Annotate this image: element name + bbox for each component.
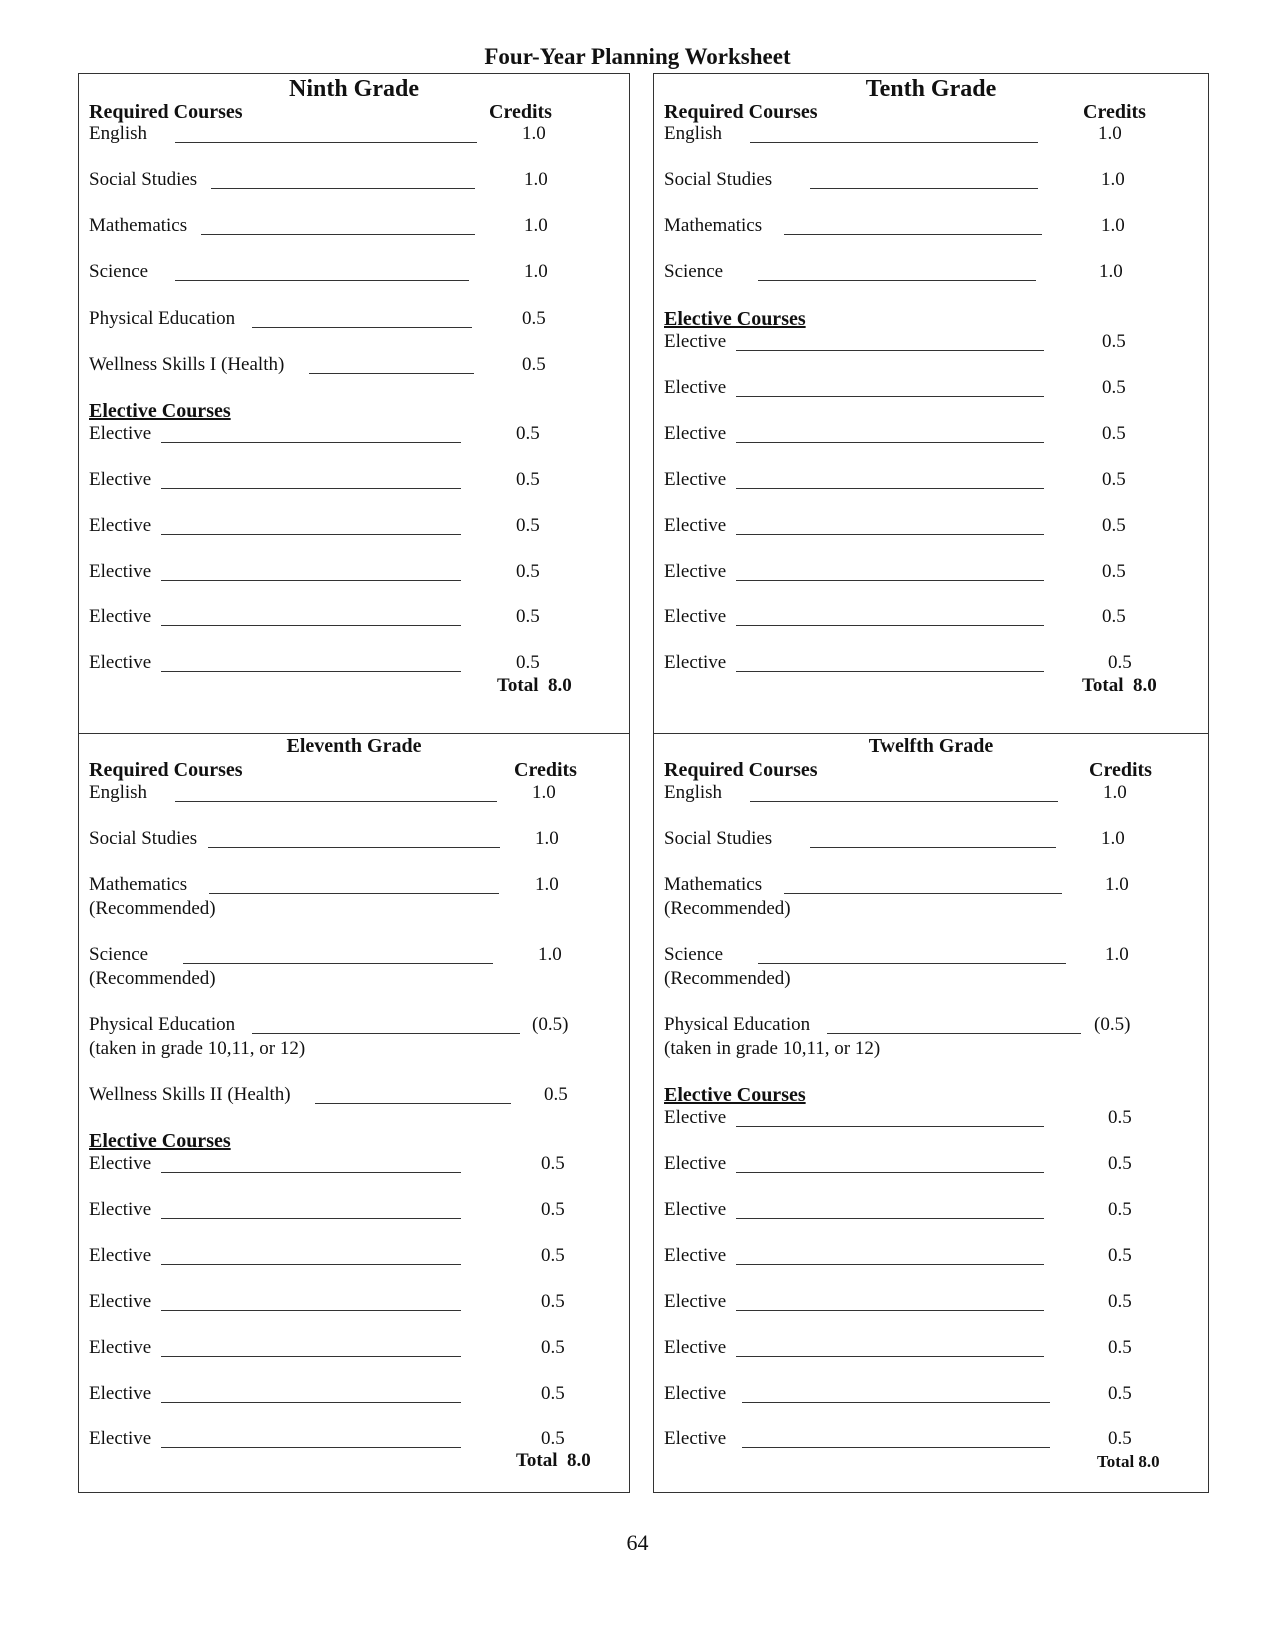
elective-row (89, 468, 619, 492)
course-label: English (664, 123, 723, 144)
course-row-mathematics (664, 214, 1198, 238)
elective-label: Elective (664, 1291, 727, 1312)
course-entry-line[interactable] (211, 188, 475, 189)
course-entry-line[interactable] (208, 847, 500, 848)
course-label: Social Studies (89, 169, 198, 190)
elective-label: Elective (89, 1383, 152, 1404)
elective-row (664, 1152, 1198, 1176)
course-label: Physical Education (664, 1014, 811, 1035)
course-entry-line[interactable] (736, 350, 1044, 351)
course-row-physical-education (664, 1013, 1198, 1059)
credit-value: 1.0 (1101, 828, 1125, 849)
credit-value: (0.5) (532, 1014, 569, 1035)
course-label: Physical Education (89, 1014, 236, 1035)
elective-courses-header: Elective Courses (89, 1130, 231, 1152)
elective-row (664, 651, 1198, 675)
credit-value: 0.5 (1108, 1383, 1132, 1404)
course-entry-line[interactable] (784, 234, 1042, 235)
credit-value: 0.5 (516, 515, 540, 536)
credit-value: 0.5 (541, 1337, 565, 1358)
grade-total (497, 675, 572, 697)
credit-value: 0.5 (544, 1084, 568, 1105)
elective-row (664, 1290, 1198, 1314)
total-value: 8.0 (548, 675, 572, 696)
elective-label: Elective (664, 423, 727, 444)
course-row-social-studies (664, 827, 1198, 851)
course-label: Science (89, 261, 149, 282)
column-header (89, 100, 619, 124)
course-entry-line[interactable] (742, 1402, 1050, 1403)
grade-heading: Twelfth Grade (868, 735, 994, 757)
elective-row (664, 1106, 1198, 1130)
course-label: Physical Education (89, 308, 236, 329)
course-entry-line[interactable] (161, 534, 461, 535)
credit-value: 1.0 (524, 215, 548, 236)
credit-value: 0.5 (1102, 377, 1126, 398)
course-label: Mathematics (89, 215, 188, 236)
course-entry-line[interactable] (175, 142, 477, 143)
course-note: (taken in grade 10,11, or 12) (664, 1038, 881, 1059)
course-entry-line[interactable] (736, 396, 1044, 397)
elective-label: Elective (89, 606, 152, 627)
elective-row (664, 1382, 1198, 1406)
credit-value: 0.5 (1102, 515, 1126, 536)
course-label: English (89, 782, 148, 803)
elective-row (89, 560, 619, 584)
credits-header: Credits (514, 759, 577, 781)
elective-row (664, 468, 1198, 492)
course-entry-line[interactable] (736, 580, 1044, 581)
course-label: Mathematics (664, 874, 763, 895)
credit-value: 0.5 (541, 1245, 565, 1266)
elective-row (664, 560, 1198, 584)
elective-label: Elective (664, 1199, 727, 1220)
credit-value: 0.5 (1108, 652, 1132, 673)
course-entry-line[interactable] (161, 625, 461, 626)
required-courses-header: Required Courses (664, 101, 818, 123)
elective-label: Elective (89, 1245, 152, 1266)
elective-label: Elective (89, 1291, 152, 1312)
credit-value: 1.0 (1105, 944, 1129, 965)
course-label: Mathematics (664, 215, 763, 236)
course-entry-line[interactable] (742, 1447, 1050, 1448)
credit-value: 0.5 (541, 1383, 565, 1404)
elective-row (89, 422, 619, 446)
elective-label: Elective (664, 561, 727, 582)
elective-row (89, 1198, 619, 1222)
course-row-wellness (89, 1083, 619, 1107)
credit-value: 0.5 (1108, 1428, 1132, 1449)
course-row-english (89, 781, 619, 805)
elective-label: Elective (664, 469, 727, 490)
grade-total (1082, 675, 1157, 697)
course-entry-line[interactable] (161, 1264, 461, 1265)
credit-value: 0.5 (1102, 469, 1126, 490)
elective-label: Elective (89, 561, 152, 582)
elective-label: Elective (89, 1153, 152, 1174)
credit-value: (0.5) (1094, 1014, 1131, 1035)
credit-value: 1.0 (1098, 123, 1122, 144)
course-label: Social Studies (664, 169, 773, 190)
total-value: 8.0 (1138, 1452, 1160, 1471)
course-entry-line[interactable] (252, 327, 472, 328)
elective-row (664, 422, 1198, 446)
elective-label: Elective (89, 515, 152, 536)
elective-label: Elective (664, 1107, 727, 1128)
total-label: Total (1082, 675, 1124, 696)
course-row-science (89, 260, 619, 284)
course-entry-line[interactable] (736, 442, 1044, 443)
credit-value: 0.5 (1102, 606, 1126, 627)
course-entry-line[interactable] (161, 488, 461, 489)
elective-label: Elective (664, 331, 727, 352)
course-entry-line[interactable] (175, 280, 469, 281)
total-label: Total (516, 1450, 558, 1471)
credit-value: 0.5 (1108, 1245, 1132, 1266)
grade-heading: Ninth Grade (288, 76, 419, 102)
credit-value: 0.5 (1108, 1153, 1132, 1174)
credit-value: 0.5 (1102, 423, 1126, 444)
course-entry-line[interactable] (736, 1126, 1044, 1127)
total-value: 8.0 (567, 1450, 591, 1471)
elective-label: Elective (89, 1428, 152, 1449)
elective-label: Elective (664, 1383, 727, 1404)
course-entry-line[interactable] (750, 801, 1058, 802)
course-entry-line[interactable] (736, 1310, 1044, 1311)
elective-label: Elective (664, 1428, 727, 1449)
course-label: Mathematics (89, 874, 188, 895)
credits-header: Credits (489, 101, 552, 123)
course-entry-line[interactable] (161, 1447, 461, 1448)
elective-label: Elective (89, 1337, 152, 1358)
course-entry-line[interactable] (161, 580, 461, 581)
credit-value: 1.0 (532, 782, 556, 803)
credits-header: Credits (1089, 759, 1152, 781)
required-courses-header: Required Courses (664, 759, 818, 781)
elective-label: Elective (89, 469, 152, 490)
elective-row (89, 1336, 619, 1360)
course-row-science (664, 943, 1198, 989)
course-row-mathematics (89, 214, 619, 238)
grade-heading: Tenth Grade (865, 76, 997, 102)
elective-courses-header: Elective Courses (664, 308, 806, 330)
credit-value: 0.5 (1102, 331, 1126, 352)
column-header (89, 758, 619, 782)
course-entry-line[interactable] (161, 1310, 461, 1311)
elective-row (664, 514, 1198, 538)
course-entry-line[interactable] (183, 963, 493, 964)
grade-total (516, 1450, 591, 1472)
course-entry-line[interactable] (736, 534, 1044, 535)
credit-value: 1.0 (1101, 215, 1125, 236)
column-header (664, 758, 1198, 782)
course-entry-line[interactable] (758, 280, 1036, 281)
course-entry-line[interactable] (736, 1356, 1044, 1357)
elective-row (89, 1427, 619, 1451)
credit-value: 1.0 (524, 169, 548, 190)
elective-label: Elective (89, 1199, 152, 1220)
elective-row (664, 1427, 1198, 1451)
grade-total (1097, 1451, 1160, 1473)
elective-row (89, 1152, 619, 1176)
twelfth-grade-panel (653, 733, 1209, 1493)
course-note: (Recommended) (664, 968, 791, 989)
total-value: 8.0 (1133, 675, 1157, 696)
course-entry-line[interactable] (736, 1264, 1044, 1265)
elective-row (664, 376, 1198, 400)
elective-row (89, 605, 619, 629)
course-note: (taken in grade 10,11, or 12) (89, 1038, 306, 1059)
course-entry-line[interactable] (161, 671, 461, 672)
credit-value: 1.0 (538, 944, 562, 965)
course-entry-line[interactable] (161, 1218, 461, 1219)
elective-label: Elective (664, 377, 727, 398)
course-entry-line[interactable] (736, 671, 1044, 672)
credit-value: 1.0 (1101, 169, 1125, 190)
credit-value: 1.0 (522, 123, 546, 144)
credit-value: 0.5 (1108, 1291, 1132, 1312)
course-entry-line[interactable] (309, 373, 474, 374)
credit-value: 0.5 (541, 1428, 565, 1449)
course-note: (Recommended) (89, 898, 216, 919)
credit-value: 0.5 (516, 469, 540, 490)
course-entry-line[interactable] (758, 963, 1066, 964)
elective-row (89, 1290, 619, 1314)
credit-value: 0.5 (1102, 561, 1126, 582)
course-entry-line[interactable] (784, 893, 1062, 894)
credit-value: 0.5 (516, 561, 540, 582)
course-entry-line[interactable] (161, 1172, 461, 1173)
credit-value: 0.5 (1108, 1107, 1132, 1128)
elective-label: Elective (664, 515, 727, 536)
course-row-english (664, 781, 1198, 805)
credit-value: 0.5 (1108, 1199, 1132, 1220)
ninth-grade-panel (78, 73, 630, 734)
course-entry-line[interactable] (161, 442, 461, 443)
course-entry-line[interactable] (736, 1218, 1044, 1219)
credit-value: 1.0 (1103, 782, 1127, 803)
course-entry-line[interactable] (175, 801, 497, 802)
course-entry-line[interactable] (810, 188, 1038, 189)
elective-label: Elective (664, 606, 727, 627)
course-label: Wellness Skills II (Health) (89, 1084, 291, 1105)
course-label: Science (664, 261, 724, 282)
course-entry-line[interactable] (810, 847, 1056, 848)
course-label: English (664, 782, 723, 803)
course-row-mathematics (664, 873, 1198, 919)
eleventh-grade-panel (78, 733, 630, 1493)
course-row-physical-education (89, 307, 619, 331)
course-row-social-studies (664, 168, 1198, 192)
course-row-science (89, 943, 619, 989)
page-title: Four-Year Planning Worksheet (484, 44, 791, 69)
required-courses-header: Required Courses (89, 101, 243, 123)
elective-row (664, 1336, 1198, 1360)
total-label: Total (497, 675, 539, 696)
elective-label: Elective (89, 652, 152, 673)
credit-value: 0.5 (522, 354, 546, 375)
tenth-grade-panel (653, 73, 1209, 734)
course-entry-line[interactable] (736, 1172, 1044, 1173)
elective-row (89, 1244, 619, 1268)
elective-row (89, 514, 619, 538)
grade-heading: Eleventh Grade (286, 735, 422, 757)
course-row-english (89, 122, 619, 146)
course-row-social-studies (89, 827, 619, 851)
course-row-social-studies (89, 168, 619, 192)
course-entry-line[interactable] (736, 488, 1044, 489)
course-entry-line[interactable] (750, 142, 1038, 143)
course-entry-line[interactable] (209, 893, 499, 894)
elective-row (89, 1382, 619, 1406)
course-row-wellness (89, 353, 619, 377)
elective-row (664, 330, 1198, 354)
total-label: Total (1097, 1452, 1135, 1471)
credit-value: 0.5 (541, 1291, 565, 1312)
course-label: English (89, 123, 148, 144)
course-entry-line[interactable] (252, 1033, 520, 1034)
required-courses-header: Required Courses (89, 759, 243, 781)
credit-value: 0.5 (516, 606, 540, 627)
course-entry-line[interactable] (161, 1356, 461, 1357)
credit-value: 0.5 (516, 652, 540, 673)
credit-value: 1.0 (535, 874, 559, 895)
credit-value: 0.5 (541, 1153, 565, 1174)
course-label: Wellness Skills I (Health) (89, 354, 285, 375)
credit-value: 1.0 (1099, 261, 1123, 282)
elective-courses-header: Elective Courses (664, 1084, 806, 1106)
credit-value: 1.0 (524, 261, 548, 282)
elective-courses-header: Elective Courses (89, 400, 231, 422)
page-number: 64 (626, 1530, 649, 1555)
elective-row (664, 1244, 1198, 1268)
course-entry-line[interactable] (201, 234, 475, 235)
elective-label: Elective (89, 423, 152, 444)
course-label: Science (664, 944, 724, 965)
course-note: (Recommended) (89, 968, 216, 989)
elective-label: Elective (664, 1153, 727, 1174)
course-label: Social Studies (664, 828, 773, 849)
elective-row (664, 1198, 1198, 1222)
course-entry-line[interactable] (315, 1103, 511, 1104)
elective-row (664, 605, 1198, 629)
course-row-mathematics (89, 873, 619, 919)
column-header (664, 100, 1198, 124)
credit-value: 1.0 (1105, 874, 1129, 895)
credit-value: 0.5 (522, 308, 546, 329)
course-entry-line[interactable] (736, 625, 1044, 626)
course-note: (Recommended) (664, 898, 791, 919)
credit-value: 0.5 (1108, 1337, 1132, 1358)
credit-value: 1.0 (535, 828, 559, 849)
course-row-science (664, 260, 1198, 284)
credit-value: 0.5 (516, 423, 540, 444)
course-row-physical-education (89, 1013, 619, 1059)
credit-value: 0.5 (541, 1199, 565, 1220)
elective-label: Elective (664, 652, 727, 673)
course-entry-line[interactable] (827, 1033, 1081, 1034)
elective-row (89, 651, 619, 675)
course-entry-line[interactable] (161, 1402, 461, 1403)
elective-label: Elective (664, 1245, 727, 1266)
elective-label: Elective (664, 1337, 727, 1358)
course-row-english (664, 122, 1198, 146)
course-label: Social Studies (89, 828, 198, 849)
course-label: Science (89, 944, 149, 965)
credits-header: Credits (1083, 101, 1146, 123)
